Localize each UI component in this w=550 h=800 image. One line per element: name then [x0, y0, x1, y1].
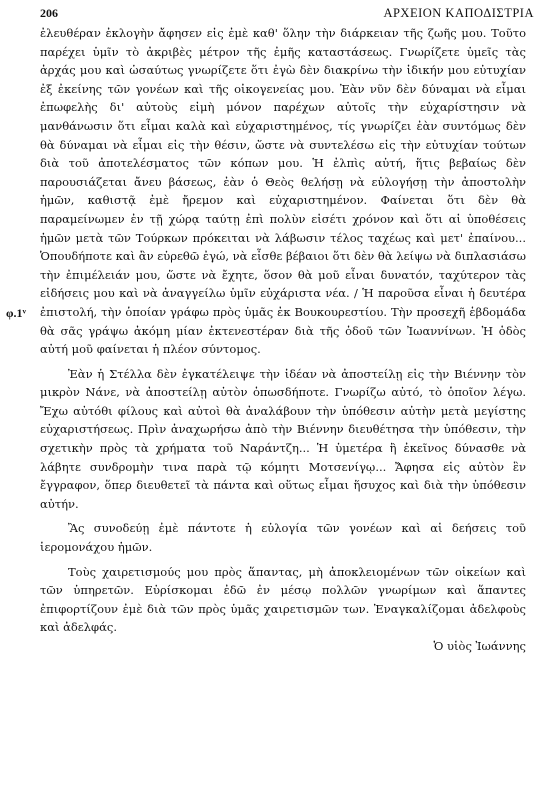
signature: Ὁ υἱὸς Ἰωάννης: [433, 639, 526, 653]
paragraph: Τοὺς χαιρετισμούς μου πρὸς ἅπαντας, μὴ ἀποκλειομένων τῶν οἰκείων καὶ τῶν ὑπηρετῶν. Εὑρίσκομαι ἐδῶ ἐν μέσῳ πολλῶν γνωρίμων καὶ ἅπαντες ἐπιφορτίζουν ἐμὲ διὰ τῶν πρὸς ὑμᾶς χαιρετισμῶν των. Ἐναγκαλίζομαι ἀδελφοὺς καὶ ἀδελφάς.: [40, 564, 526, 635]
running-head: ΑΡΧΕΙΟΝ ΚΑΠΟΔΙΣΤΡΙΑ: [383, 6, 534, 20]
paragraph: Ἐὰν ἡ Στέλλα δὲν ἐγκατέλειψε τὴν ἰδέαν νὰ ἀποστείλῃ εἰς τὴν Βιέννην τὸν μικρὸν Νάνε, νὰ ἀποστείλῃ αὐτὸν ὁπωσδήποτε. Γνωρίζω αὐτό, τὸ ὁποῖον λέγω. Ἔχω αὐτόθι φίλους καὶ αὐτοὶ θὰ ἀναλάβουν τὴν ὑπόθεσιν αὐτὴν μετὰ μεγίστης εὐχαριστήσεως. Πρὶν ἀναχωρήσω ἀπὸ τὴν Βιέννην διευθέτησα τὴν ὑπόθεσιν, τὴν σχετικὴν πρὸς τὰ χρήματα τοῦ Ναράντζη... Ἡ ὑμετέρα ἢ ἐκεῖνος δύνασθε νὰ λάβητε συνδρομὴν τινα παρὰ τῷ κόμητι Μοτσενίγῳ... Ἄφησα εἰς αὐτὸν ἓν ἔγγραφον, ὅπερ διευθετεῖ τὰ πάντα καὶ οὕτως εἶμαι ἥσυχος καὶ διὰ τὴν ὑπόθεσιν αὐτήν.: [40, 366, 526, 511]
paragraph: ἐλευθέραν ἐκλογὴν ἄφησεν εἰς ἐμὲ καθ' ὅλην τὴν διάρκειαν τῆς ζωῆς μου. Τοῦτο παρέχει ὑμῖν τὸ ἀκριβὲς μέτρον τῆς ἐμῆς καταστάσεως. Γνωρίζετε ὑμεῖς τὰς ἀρχάς μου καὶ ὡσαύτως γνωρίζετε ὅτι ἐγὼ δὲν διακρίνω τὴν ἰδικήν μου εὐτυχίαν ἐξ ἐκείνης τῶν γονέων καὶ τῆς οἰκογενείας μου. Ἐὰν νῦν δὲν δύναμαι νὰ εἶμαι ἐπωφελὴς δι' αὐτοὺς εἰμὴ μόνον παρέχων αὐτοῖς τὴν εὐχαρίστησιν νὰ μανθάνωσιν ὅτι εἶμαι καλὰ καὶ εὐχαριστημένος, τίς γνωρίζει ἐὰν συντόμως δὲν θὰ δύναμαι νὰ εἶμαι εἰς τὴν θέσιν, ὥστε νὰ συντελέσω εἰς τὴν εὐτυχίαν τούτων διὰ τοῦ ἀποτελέσματος τῶν κόπων μου. Ἡ ἐλπὶς αὐτή, ἥτις βεβαίως δὲν παρουσιάζεται ἄνευ βάσεως, ἐὰν ὁ Θεὸς θελήσῃ νὰ εὐλογήσῃ τὴν ἀποστολὴν ἡμῶν, καθιστᾷ ἐμὲ ἤρεμον καὶ εὐχαριστημένον. Φαίνεται ὅτι δὲν θὰ παραμείνωμεν ἐν τῇ χώρᾳ ταύτῃ ἐπὶ πολὺν εἰσέτι χρόνον καὶ ὅτι αἱ ὑποθέσεις ἡμῶν μετὰ τῶν Τούρκων πρόκειται νὰ λάβωσιν τέλος ταχέως καὶ μετ' ἐπαίνου... Ὁπουδήποτε καὶ ἂν εὑρεθῶ ἐγώ, νὰ εἶσθε βέβαιοι ὅτι δὲν θὰ λείψω νὰ διπλασιάσω τὴν ἐπιμέλειάν μου, ὥστε νὰ ἔχητε, ὅσον θὰ μοῦ εἶναι δυνατόν, ταχύτερον τὰς εἰδήσεις μου καὶ νὰ ἀναγγείλω ὑμῖν εὐχάριστα νέα. / Ἡ παροῦσα εἶναι ἡ δευτέρα ἐπιστολή, τὴν ὁποίαν γράφω πρὸς ὑμᾶς ἐκ Βουκουρεστίου. Τὴν προσεχῆ ἑβδομάδα θὰ σᾶς γράψω ἀκόμη μίαν ἐκτενεστέραν διὰ τῆς ὁδοῦ τῶν Ἰωαννίνων. Ἡ ὁδὸς αὐτή μοῦ φαίνεται ἡ πλέον σύντομος.: [40, 26, 526, 357]
paragraph: Ἂς συνοδεύῃ ἐμὲ πάντοτε ἡ εὐλογία τῶν γονέων καὶ αἱ δεήσεις τοῦ ἱερομονάχου ἡμῶν.: [40, 521, 526, 555]
folio-margin-note: φ.1ᵛ: [6, 306, 27, 320]
letter-body: [40, 24, 526, 656]
page-number: 206: [40, 6, 58, 20]
page-header: [40, 6, 534, 22]
